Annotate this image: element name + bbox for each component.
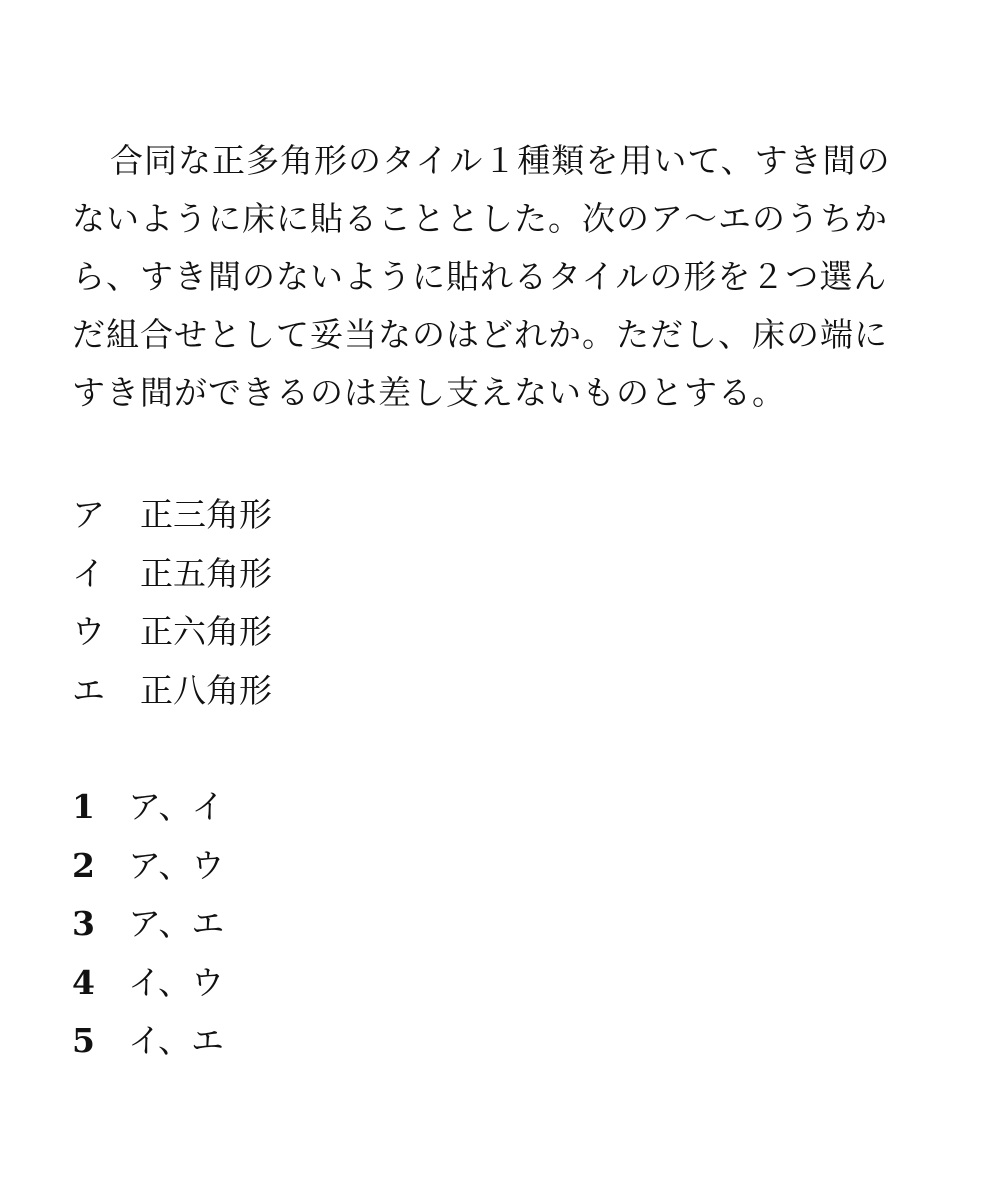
answer-option-1 [72, 778, 224, 837]
answer-number: 2 [72, 845, 95, 885]
answer-text: ア、エ [128, 904, 225, 943]
answer-option-5 [72, 1012, 224, 1071]
answer-text: ア、ウ [128, 845, 225, 885]
answer-text: ア、イ [128, 787, 225, 826]
shape-choice-a [72, 486, 272, 545]
choice-text: 正五角形 [140, 553, 272, 593]
choice-text: 正八角形 [140, 670, 272, 710]
answer-number: 4 [72, 962, 95, 1002]
answer-option-3 [72, 895, 224, 954]
answer-option-4 [72, 954, 224, 1013]
question-line: ら、すき間のないように貼れるタイルの形を２つ選ん [72, 257, 888, 296]
question-line: ないように床に貼ることとした。次のア～エのうちか [72, 199, 888, 238]
question-line: すき間ができるのは差し支えないものとする。 [72, 373, 786, 412]
choice-text: 正六角形 [140, 612, 272, 651]
shape-choice-u [72, 603, 272, 662]
shape-choices-list [72, 486, 272, 720]
question-text [72, 132, 922, 422]
answer-text: イ、エ [128, 1021, 225, 1060]
choice-key: ウ [72, 612, 105, 651]
answer-option-2 [72, 837, 224, 896]
choice-key: ア [72, 495, 105, 534]
answer-text: イ、ウ [128, 962, 225, 1002]
question-line: だ組合せとして妥当なのはどれか。ただし、床の端に [72, 315, 888, 354]
choice-text: 正三角形 [140, 495, 272, 534]
answer-number: 5 [72, 1021, 95, 1060]
answer-number: 3 [72, 904, 95, 943]
choice-key: イ [72, 553, 105, 593]
choice-key: エ [72, 670, 105, 710]
question-line: 合同な正多角形のタイル１種類を用いて、すき間の [110, 141, 891, 180]
answer-options-list [72, 778, 224, 1071]
answer-number: 1 [72, 787, 95, 826]
shape-choice-i [72, 545, 272, 604]
shape-choice-e [72, 662, 272, 721]
